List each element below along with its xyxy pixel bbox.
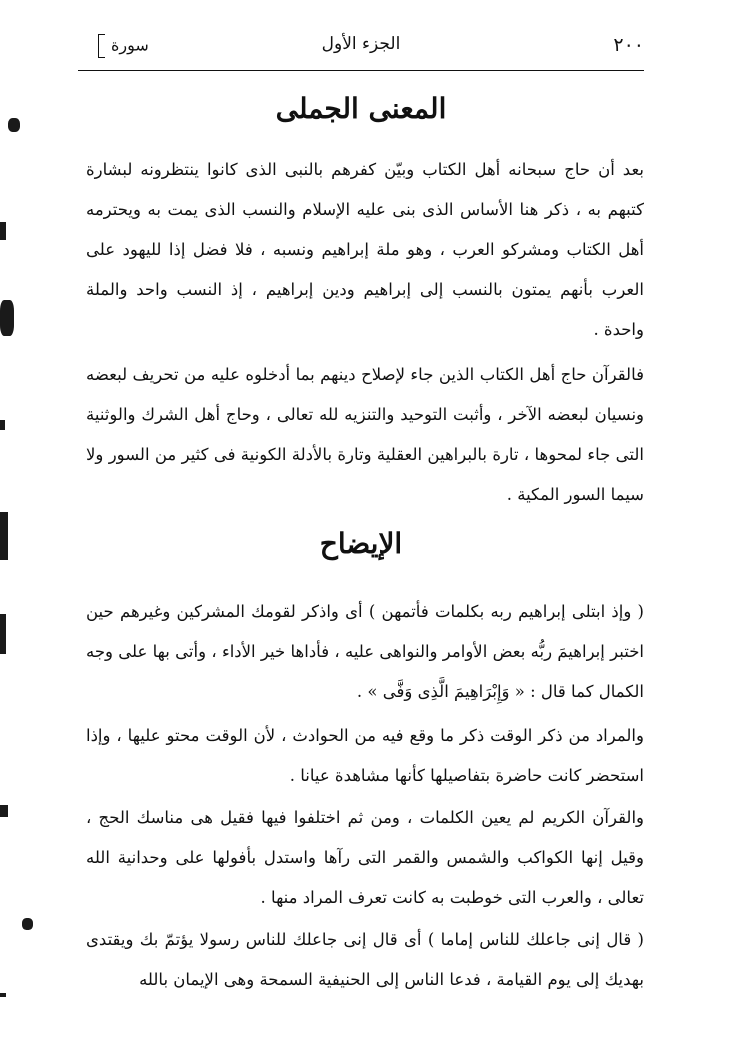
paragraph: والقرآن الكريم لم يعين الكلمات ، ومن ثم اختلفوا فيها فقيل هى مناسك الحج ، وقيل إنها الكواكب والشمس والقمر التى رآها واستدل بأفولها على وحدانية الله تعالى ، والعرب التى خوطبت به كانت تعرف المراد منها . (86, 808, 644, 907)
part-title: الجزء الأول (321, 34, 401, 54)
paragraph: فالقرآن حاج أهل الكتاب الذين جاء لإصلاح دينهم بما أدخلوه عليه من تحريف لبعضه ونسيان لبعضه الآخر ، وأثبت التوحيد والتنزيه لله تعالى ، وحاج أهل الشرك والوثنية التى جاء لمحوها ، تارة بالبراهين العقلية وتارة بالأدلة الكونية فى كثير من السور ولا سيما السور المكية . (86, 365, 644, 504)
paragraph: ( وإذ ابتلى إبراهيم ربه بكلمات فأتمهن ) أى واذكر لقومك المشركين وغيرهم حين اختبر إبراهيمَ ربُّه بعض الأوامر والنواهى عليه ، فأداها خير الأداء ، وأتى بها على وجه الكمال كما قال : « وَإِبْرَاهِيمَ الَّذِى وَفَّى » . (86, 602, 644, 701)
surah-label (98, 34, 149, 58)
surah-label-text: سورة (111, 35, 149, 55)
bracket-mark (98, 34, 105, 58)
scan-artifact (8, 118, 20, 132)
section-heading-explanation: الإيضاح (319, 527, 403, 560)
scan-artifact (0, 300, 14, 336)
section-heading-general-meaning: المعنى الجملى (275, 92, 447, 125)
scan-artifact (0, 993, 6, 997)
scan-artifact (0, 420, 5, 430)
scan-artifact (22, 918, 33, 930)
paragraph: بعد أن حاج سبحانه أهل الكتاب وبيّن كفرهم بالنبى الذى كانوا ينتظرونه لبشارة كتبهم به ، ذكر هنا الأساس الذى بنى عليه الإسلام والنسب الذى يمت به ويحترمه أهل الكتاب ومشركو العرب ، وهو ملة إبراهيم ونسبه ، فلا فضل إذا لليهود على العرب بأنهم يمتون بالنسب إلى إبراهيم ودين إبراهيم ، إذ النسب واحد والملة واحدة . (86, 160, 644, 339)
page-number: ٢٠٠ (613, 34, 644, 56)
paragraph: والمراد من ذكر الوقت ذكر ما وقع فيه من الحوادث ، لأن الوقت محتو عليها ، وإذا استحضر كانت حاضرة بتفاصيلها كأنها مشاهدة عيانا . (86, 726, 644, 785)
scan-artifact (0, 512, 8, 560)
scan-artifact (0, 222, 6, 240)
scan-artifact (0, 614, 6, 654)
header-divider (78, 70, 644, 71)
paragraph: ( قال إنى جاعلك للناس إماما ) أى قال إنى جاعلك للناس رسولا يؤتمّ بك ويقتدى بهديك إلى يوم القيامة ، فدعا الناس إلى الحنيفية السمحة وهى الإيمان بالله (86, 930, 644, 989)
page-header (78, 30, 644, 66)
scan-artifact (0, 805, 8, 817)
